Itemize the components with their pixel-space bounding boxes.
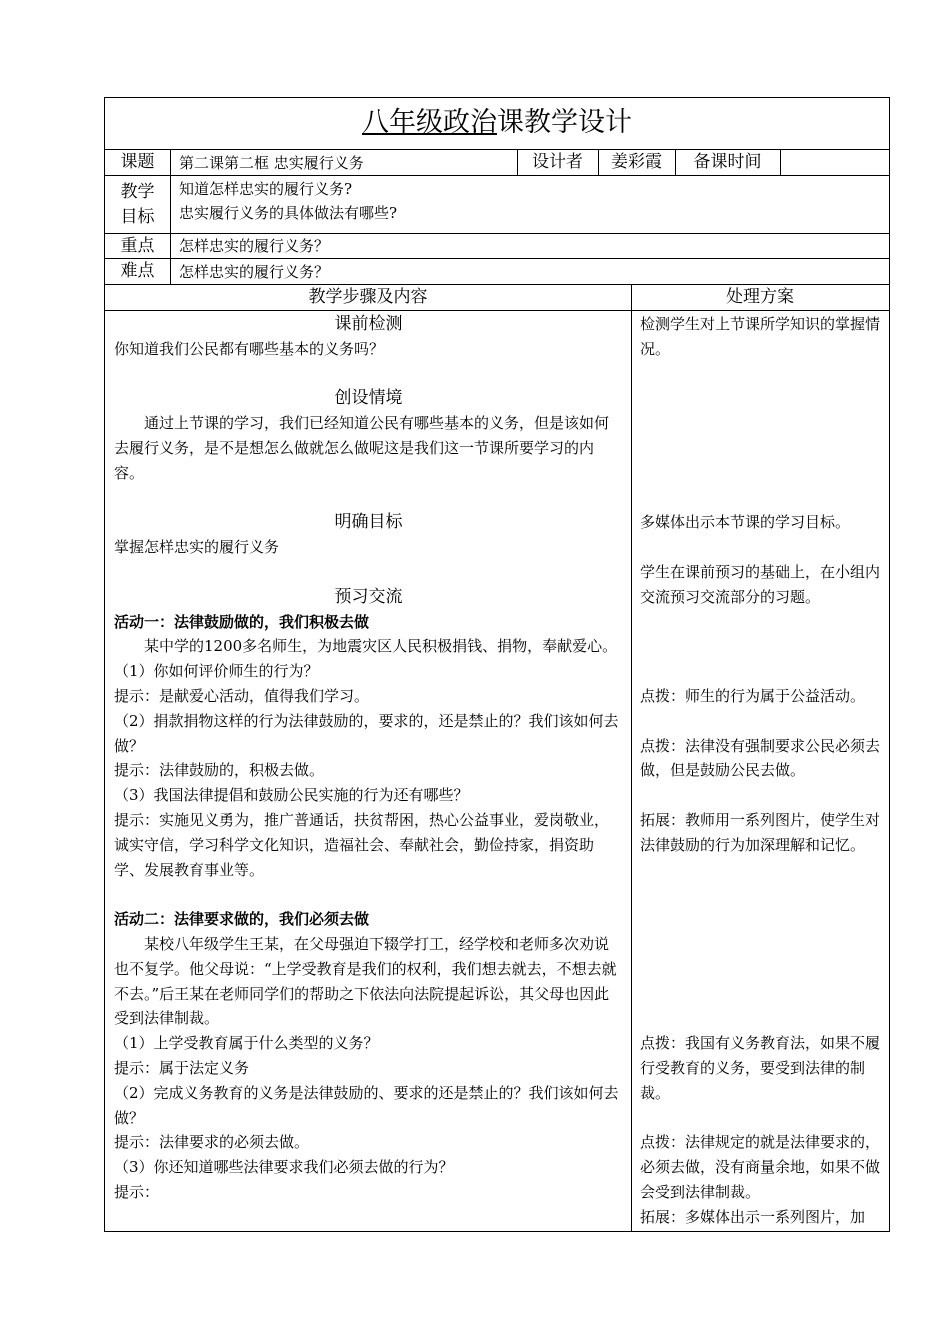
title-underlined: 八年级政治: [362, 107, 497, 138]
plan-note: 拓展：教师用一系列图片，使学生对法律鼓励的行为加深理解和记忆。: [640, 810, 881, 854]
activity-text: 某校八年级学生王某，在父母强迫下辍学打工，经学校和老师多次劝说也不复学。他父母说：“上学受教育是我们的权利，我们想去就去，不想去就不去。”后王某在老师同学们的帮助之下依法向法院提起诉讼，其父母也因此受到法律制裁。: [114, 934, 617, 1028]
plan-note: 点拨：法律规定的就是法律要求的，必须去做，没有商量余地，如果不做会受到法律制裁。: [640, 1133, 881, 1201]
goals-label-2: 目标: [120, 207, 155, 227]
plan-note: 多媒体出示本节课的学习目标。: [640, 513, 851, 532]
goals-label-1: 教学: [120, 182, 155, 202]
activity-question: （2）捐款捐物这样的行为法律鼓励的，要求的，还是禁止的？我们该如何去做？: [114, 711, 619, 755]
section-text: 通过上节课的学习，我们已经知道公民有哪些基本的义务，但是该如何去履行义务，是不是想怎么做就怎么做呢这是我们这一节课所要学习的内容。: [114, 414, 610, 482]
activity-question: （1）上学受教育属于什么类型的义务？: [114, 1034, 379, 1053]
activity-hint: 提示：属于法定义务: [114, 1058, 250, 1077]
activity-question: （3）我国法律提倡和鼓励公民实施的行为还有哪些？: [114, 786, 469, 805]
key-label: 重点: [120, 236, 155, 256]
activity-question: （3）你还知道哪些法律要求我们必须去做的行为？: [114, 1158, 454, 1177]
prep-time-label: 备课时间: [693, 152, 762, 172]
column-divider: [170, 149, 171, 284]
plan-note: 检测学生对上节课所学知识的掌握情况。: [640, 315, 881, 358]
column-divider: [780, 149, 781, 175]
activity-title: 活动一：法律鼓励做的，我们积极去做: [114, 612, 370, 631]
designer-label: 设计者: [532, 152, 583, 172]
title-rest: 课教学设计: [497, 107, 632, 138]
row-divider: [105, 310, 889, 311]
activity-text: 某中学的1200多名师生，为地震灾区人民积极捐钱、捐物，奉献爱心。: [144, 637, 618, 656]
section-text: 你知道我们公民都有哪些基本的义务吗？: [114, 339, 385, 358]
plan-note: 点拨：师生的行为属于公益活动。: [640, 686, 866, 705]
plan-content: [640, 312, 884, 1229]
steps-header: 教学步骤及内容: [308, 287, 428, 307]
lesson-plan-table: [104, 97, 890, 1232]
activity-title: 活动二：法律要求做的，我们必须去做: [114, 910, 370, 929]
plan-header: 处理方案: [726, 287, 794, 307]
activity-hint: 提示：是献爱心活动，值得我们学习。: [114, 686, 370, 705]
activity-hint: 提示：实施见义勇为，推广普通话，扶贫帮困，热心公益事业，爱岗敬业，诚实守信，学习科学文化知识，造福社会、奉献社会，勤俭持家，捐资助学、发展教育事业等。: [114, 810, 610, 879]
difficulty-label: 难点: [120, 261, 155, 281]
steps-content: [114, 312, 623, 1205]
row-divider: [105, 258, 889, 259]
activity-question: （2）完成义务教育的义务是法律鼓励的、要求的还是禁止的？我们该如何去做？: [114, 1083, 619, 1127]
activity-hint: 提示：法律鼓励的，积极去做。: [114, 761, 325, 780]
difficulty-value: 怎样忠实的履行义务？: [179, 263, 330, 281]
section-title: 创设情境: [334, 388, 403, 409]
section-title: 课前检测: [334, 314, 403, 334]
section-title: 预习交流: [334, 586, 403, 607]
plan-note: 点拨：法律没有强制要求公民必须去做，但是鼓励公民去做。: [640, 736, 881, 780]
activity-hint: 提示：法律要求的必须去做。: [114, 1133, 310, 1152]
goal-item: 忠实履行义务的具体做法有哪些?: [179, 204, 398, 222]
column-divider: [631, 284, 632, 1232]
activity-question: （1）你如何评价师生的行为？: [114, 662, 319, 681]
document-title: [105, 98, 889, 148]
plan-note: 拓展：多媒体出示一系列图片，加: [640, 1207, 866, 1226]
plan-note: 学生在课前预习的基础上，在小组内交流预习交流部分的习题。: [640, 562, 881, 606]
goal-item: 知道怎样忠实的履行义务?: [179, 180, 353, 198]
section-text: 掌握怎样忠实的履行义务: [114, 538, 280, 557]
key-value: 怎样忠实的履行义务？: [179, 237, 330, 255]
activity-hint: 提示：: [114, 1182, 160, 1201]
topic-value: 第二课第二框 忠实履行义务: [179, 154, 364, 172]
designer-value: 姜彩霞: [611, 152, 662, 172]
topic-label: 课题: [120, 152, 155, 172]
section-title: 明确目标: [334, 512, 403, 533]
plan-note: 点拨：我国有义务教育法，如果不履行受教育的义务，要受到法律的制裁。: [640, 1034, 881, 1102]
row-divider: [105, 175, 889, 176]
